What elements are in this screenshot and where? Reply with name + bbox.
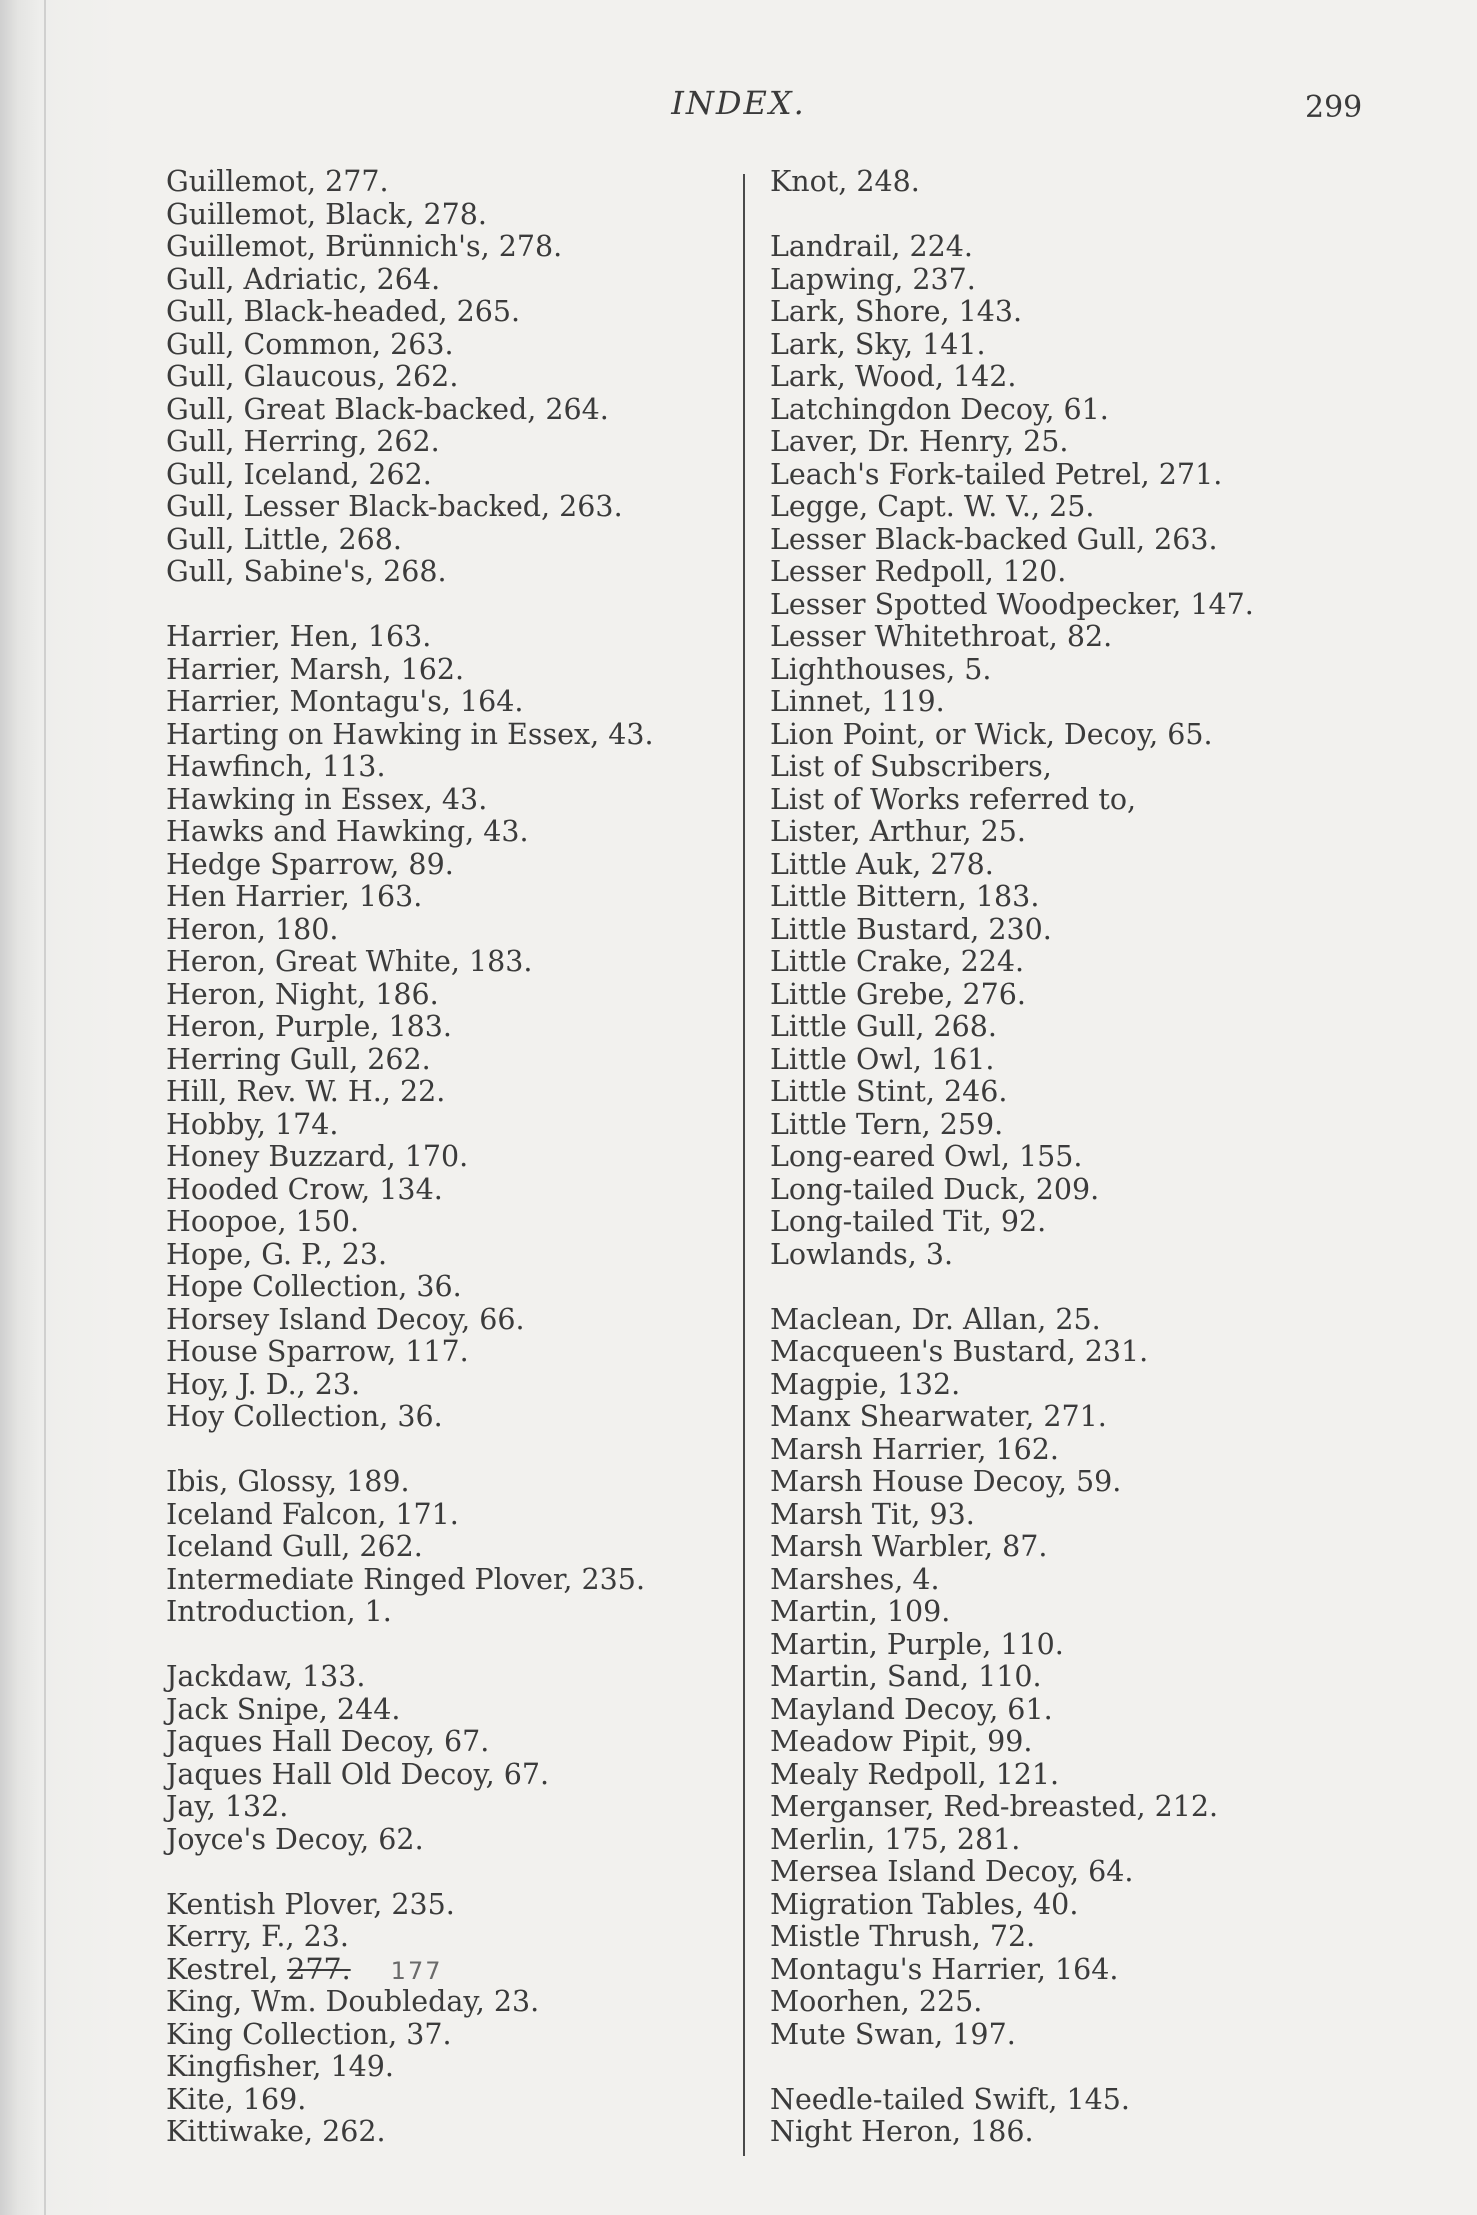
index-entry: Jack Snipe, 244. xyxy=(166,1692,401,1726)
index-entry: Marsh House Decoy, 59. xyxy=(770,1465,1122,1498)
index-entry: Long-tailed Tit, 92. xyxy=(770,1205,1047,1238)
index-entry: Merganser, Red-breasted, 212. xyxy=(770,1790,1219,1823)
index-entry: Hooded Crow, 134. xyxy=(166,1172,443,1206)
index-entry: Ibis, Glossy, 189. xyxy=(166,1465,410,1498)
column-divider xyxy=(743,174,745,2156)
index-entry: Macqueen's Bustard, 231. xyxy=(770,1335,1149,1368)
section-gap xyxy=(770,2051,1254,2084)
index-entry: Merlin, 175, 281. xyxy=(770,1822,1021,1856)
index-entry: Little Crake, 224. xyxy=(770,945,1025,978)
page-spine-shadow xyxy=(44,0,46,2215)
index-entry: House Sparrow, 117. xyxy=(166,1335,469,1368)
index-entry: Guillemot, Brünnich's, 278. xyxy=(166,230,563,263)
index-entry: Landrail, 224. xyxy=(770,230,973,263)
index-entry: Iceland Gull, 262. xyxy=(166,1530,423,1563)
section-gap xyxy=(166,1856,654,1889)
index-entry: Jaques Hall Decoy, 67. xyxy=(166,1725,490,1758)
section-gap xyxy=(770,199,1254,232)
index-entry: Harrier, Montagu's, 164. xyxy=(166,685,524,718)
page-number: 299 xyxy=(1305,90,1363,125)
index-entry: Hill, Rev. W. H., 22. xyxy=(166,1075,446,1108)
index-entry: Gull, Glaucous, 262. xyxy=(166,360,459,393)
index-column-left xyxy=(166,166,654,2149)
index-entry: Introduction, 1. xyxy=(166,1595,392,1628)
index-entry: King, Wm. Doubleday, 23. xyxy=(166,1985,540,2018)
index-entry: Harrier, Marsh, 162. xyxy=(166,652,465,686)
index-entry: Kerry, F., 23. xyxy=(166,1920,349,1953)
index-entry: Jackdaw, 133. xyxy=(166,1660,366,1693)
index-entry: Gull, Adriatic, 264. xyxy=(166,262,441,296)
index-entry: Long-tailed Duck, 209. xyxy=(770,1172,1100,1206)
index-entry: King Collection, 37. xyxy=(166,2017,452,2051)
index-entry: Marshes, 4. xyxy=(770,1562,940,1596)
index-entry: Hawking in Essex, 43. xyxy=(166,782,488,816)
index-entry: Mayland Decoy, 61. xyxy=(770,1692,1053,1726)
index-entry: Little Bustard, 230. xyxy=(770,912,1052,946)
index-entry: Laver, Dr. Henry, 25. xyxy=(770,425,1069,458)
index-entry: Martin, 109. xyxy=(770,1595,951,1628)
index-entry: Marsh Warbler, 87. xyxy=(770,1530,1048,1563)
index-entry: Little Gull, 268. xyxy=(770,1010,997,1043)
index-entry: Hoopoe, 150. xyxy=(166,1205,360,1238)
index-entry: Mute Swan, 197. xyxy=(770,2017,1016,2051)
index-entry: Guillemot, 277. xyxy=(166,165,389,198)
index-entry: Honey Buzzard, 170. xyxy=(166,1140,469,1173)
index-entry: Little Stint, 246. xyxy=(770,1075,1008,1108)
index-entry-label: Kestrel, xyxy=(166,1952,279,1986)
index-entry: Jaques Hall Old Decoy, 67. xyxy=(166,1757,550,1791)
index-entry: Long-eared Owl, 155. xyxy=(770,1140,1083,1173)
index-entry: Kite, 169. xyxy=(166,2082,307,2116)
index-entry: Hawks and Hawking, 43. xyxy=(166,815,529,848)
index-column-right xyxy=(770,166,1254,2149)
index-entry: Herring Gull, 262. xyxy=(166,1042,431,1076)
index-entry: Intermediate Ringed Plover, 235. xyxy=(166,1562,646,1596)
index-entry: Leach's Fork-tailed Petrel, 271. xyxy=(770,457,1223,491)
index-entry: List of Works referred to, xyxy=(770,782,1137,816)
index-entry: Gull, Little, 268. xyxy=(166,522,402,556)
index-entry: Latchingdon Decoy, 61. xyxy=(770,392,1109,426)
index-entry: Knot, 248. xyxy=(770,165,920,198)
index-entry: Linnet, 119. xyxy=(770,685,945,718)
index-entry: Manx Shearwater, 271. xyxy=(770,1400,1107,1433)
index-entry: Horsey Island Decoy, 66. xyxy=(166,1302,525,1336)
index-entry: Gull, Iceland, 262. xyxy=(166,457,432,491)
index-entry: Magpie, 132. xyxy=(770,1367,961,1401)
index-entry: Kingfisher, 149. xyxy=(166,2050,394,2083)
index-entry: Hope, G. P., 23. xyxy=(166,1237,388,1271)
index-entry: Little Owl, 161. xyxy=(770,1042,995,1076)
section-gap xyxy=(770,1271,1254,1304)
index-entry: Mealy Redpoll, 121. xyxy=(770,1757,1060,1791)
index-entry: Little Bittern, 183. xyxy=(770,880,1040,913)
index-entry: Hawfinch, 113. xyxy=(166,750,386,783)
index-entry: Little Auk, 278. xyxy=(770,847,994,881)
index-entry: Migration Tables, 40. xyxy=(770,1887,1079,1921)
index-entry: Martin, Sand, 110. xyxy=(770,1660,1042,1693)
index-entry: Little Grebe, 276. xyxy=(770,977,1026,1011)
index-entry: Heron, Night, 186. xyxy=(166,977,439,1011)
page-title: INDEX. xyxy=(671,84,806,122)
index-entry: Hedge Sparrow, 89. xyxy=(166,847,454,881)
index-entry: Marsh Tit, 93. xyxy=(770,1497,975,1531)
index-entry: Lark, Shore, 143. xyxy=(770,295,1023,328)
index-entry: Night Heron, 186. xyxy=(770,2115,1034,2148)
index-entry: Hope Collection, 36. xyxy=(166,1270,462,1303)
index-entry: Mersea Island Decoy, 64. xyxy=(770,1855,1134,1888)
index-entry: Jay, 132. xyxy=(166,1790,289,1823)
index-entry: Joyce's Decoy, 62. xyxy=(166,1822,424,1856)
index-entry: Little Tern, 259. xyxy=(770,1107,1004,1141)
index-entry: Gull, Sabine's, 268. xyxy=(166,555,447,588)
index-entry: Lark, Wood, 142. xyxy=(770,360,1017,393)
index-entry: Iceland Falcon, 171. xyxy=(166,1497,459,1531)
index-entry: Hoy Collection, 36. xyxy=(166,1400,443,1433)
struck-page-number: 277. xyxy=(287,1952,351,1986)
index-entry: List of Subscribers, xyxy=(770,750,1052,783)
index-entry: Lister, Arthur, 25. xyxy=(770,815,1026,848)
index-entry: Lion Point, or Wick, Decoy, 65. xyxy=(770,717,1213,751)
index-entry: Lowlands, 3. xyxy=(770,1237,954,1271)
index-entry: Harting on Hawking in Essex, 43. xyxy=(166,717,654,751)
handwritten-correction: 177 xyxy=(390,1956,443,1985)
index-entry: Meadow Pipit, 99. xyxy=(770,1725,1033,1758)
index-entry: Kittiwake, 262. xyxy=(166,2115,386,2148)
section-gap xyxy=(166,589,654,622)
index-entry: Hobby, 174. xyxy=(166,1107,339,1141)
index-entry: Harrier, Hen, 163. xyxy=(166,620,432,653)
section-gap xyxy=(166,1629,654,1662)
index-entry: Gull, Herring, 262. xyxy=(166,425,440,458)
index-entry: Mistle Thrush, 72. xyxy=(770,1920,1036,1953)
index-entry: Heron, Purple, 183. xyxy=(166,1010,452,1043)
index-entry: Lapwing, 237. xyxy=(770,262,976,296)
index-entry: Guillemot, Black, 278. xyxy=(166,197,487,231)
index-entry: Heron, 180. xyxy=(166,912,339,946)
index-entry: Hoy, J. D., 23. xyxy=(166,1367,361,1401)
index-entry xyxy=(166,1954,654,1987)
index-entry: Lesser Whitethroat, 82. xyxy=(770,620,1113,653)
index-entry: Gull, Great Black-backed, 264. xyxy=(166,392,609,426)
index-entry: Legge, Capt. W. V., 25. xyxy=(770,490,1095,523)
index-entry: Heron, Great White, 183. xyxy=(166,945,533,978)
index-entry: Maclean, Dr. Allan, 25. xyxy=(770,1302,1101,1336)
section-gap xyxy=(166,1434,654,1467)
index-entry: Lesser Spotted Woodpecker, 147. xyxy=(770,587,1254,621)
index-entry: Gull, Lesser Black-backed, 263. xyxy=(166,490,623,523)
index-entry: Hen Harrier, 163. xyxy=(166,880,423,913)
index-entry: Marsh Harrier, 162. xyxy=(770,1432,1059,1466)
index-entry: Lark, Sky, 141. xyxy=(770,327,986,361)
index-entry: Needle-tailed Swift, 145. xyxy=(770,2082,1130,2116)
index-entry: Lesser Redpoll, 120. xyxy=(770,555,1067,588)
index-entry: Gull, Black-headed, 265. xyxy=(166,295,521,328)
index-entry: Moorhen, 225. xyxy=(770,1985,983,2018)
index-entry: Lesser Black-backed Gull, 263. xyxy=(770,522,1218,556)
index-entry: Martin, Purple, 110. xyxy=(770,1627,1064,1661)
index-entry: Montagu's Harrier, 164. xyxy=(770,1952,1119,1986)
index-entry: Gull, Common, 263. xyxy=(166,327,454,361)
index-entry: Lighthouses, 5. xyxy=(770,652,992,686)
index-entry: Kentish Plover, 235. xyxy=(166,1887,455,1921)
